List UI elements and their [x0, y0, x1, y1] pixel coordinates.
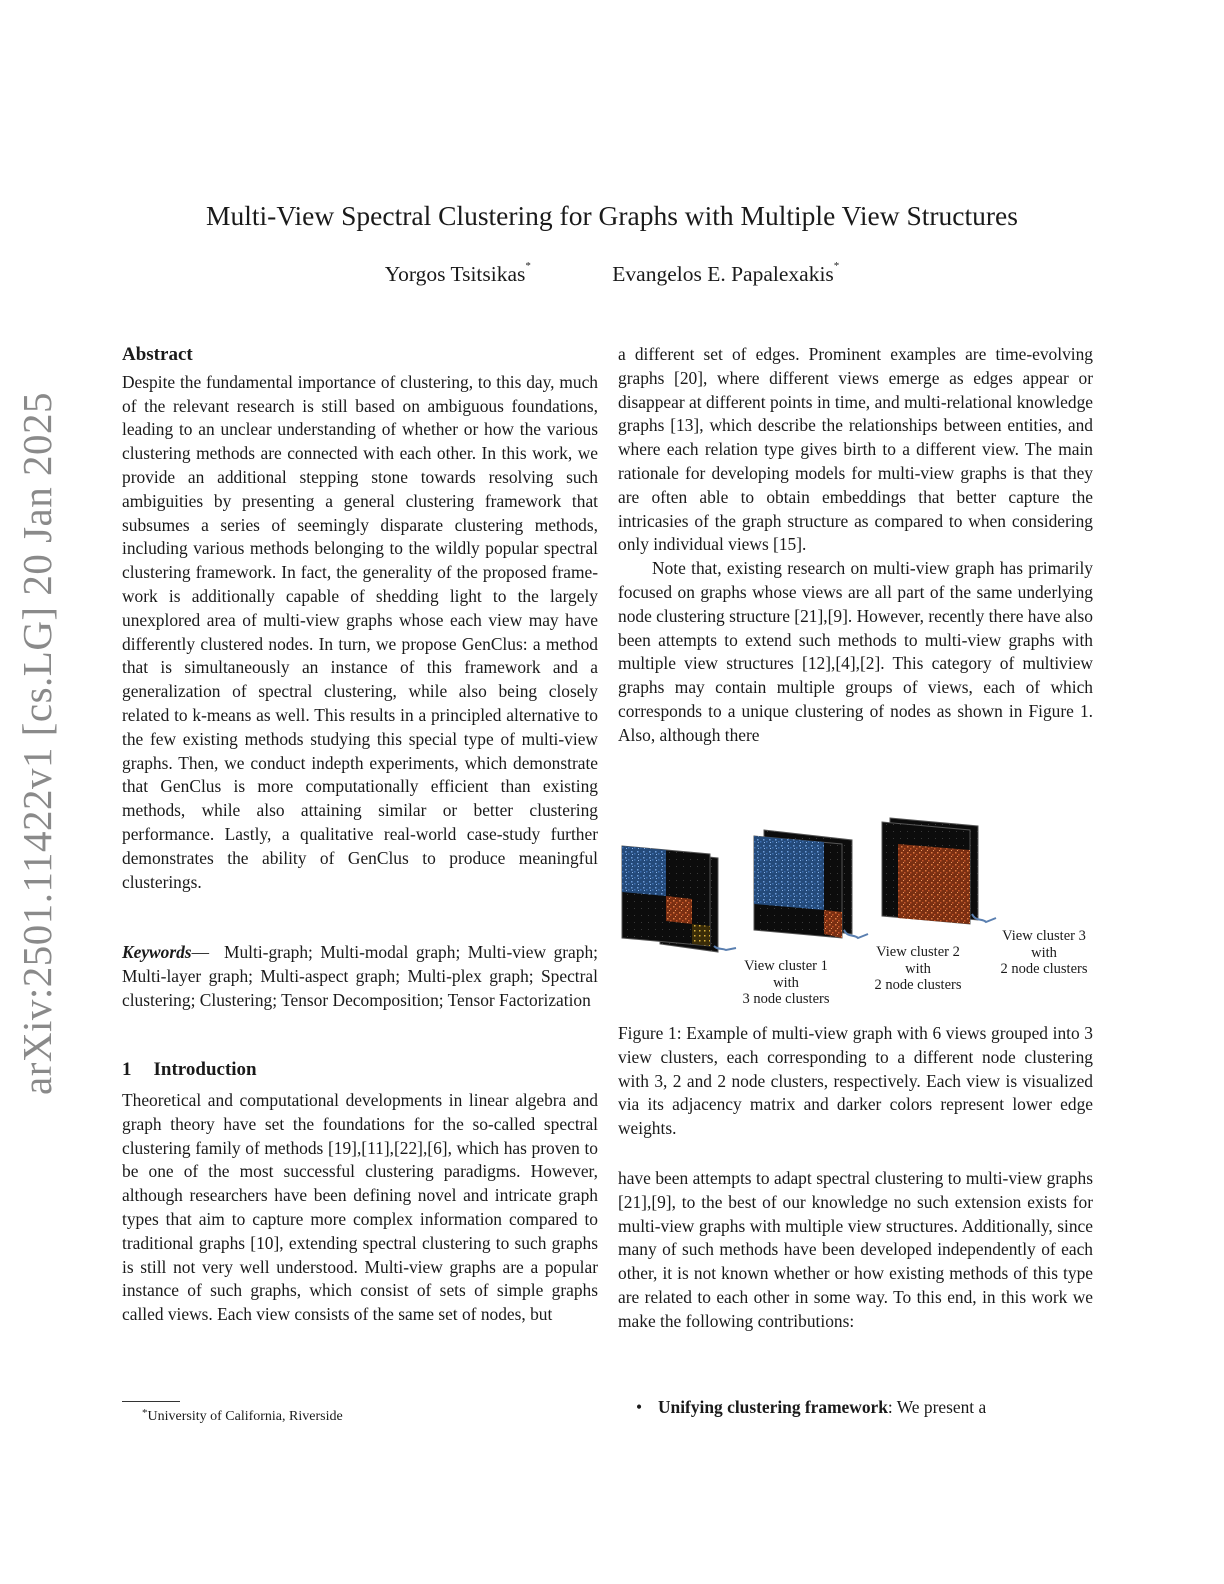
bullet-bold-text: Unifying clustering framework	[658, 1397, 888, 1417]
keywords-label: Keywords	[122, 942, 192, 962]
section-title: Introduction	[153, 1059, 257, 1080]
section-heading	[122, 1059, 598, 1081]
author-2-name: Evangelos E. Papalexakis	[612, 262, 834, 286]
label-line: View cluster 1	[744, 958, 828, 974]
keywords-block	[122, 941, 598, 1012]
abstract-text: Despite the fundamental importance of clustering, to this day, much of the relevant research is still based on ambiguous foundations, leading to an unclear understanding of whether or how the various clustering methods are connected with each other. In this work, we provide an additional stepping stone towards resolving such ambiguities by presenting a general clustering framework that subsumes a series of seemingly disparate clustering methods, including various methods belonging to the wildly popular spectral clustering framework. In fact, the generality of the proposed framework is additionally capable of shedding light to the largely unexplored area of multi-view graphs whose each view may have differently clustered nodes. In turn, we propose GenClus: a method that is simultaneously an instance of this framework and a generalization of spectral clustering, while also being closely related to k-means as well. This results in a principled alternative to the few existing methods studying this special type of multi-view graphs. Then, we conduct indepth experiments, which demonstrate that GenClus is more computationally efficient than existing methods, while also attaining similar or better clustering performance. Lastly, a qualitative real-world case-study further demonstrates the ability of GenClus to produce meaningful clusterings.	[122, 371, 598, 892]
intro-right-text-3: have been attempts to adapt spectral clustering to multi-view graphs [21],[9], to the best of our knowledge no such extension exists for multi-view graphs with multiple view structures. Additionally, since many of such methods have been developed independently of each other, it is not known whether or how existing methods of this type are related to each other in some way. To this end, in this work we make the following contributions:	[618, 1168, 1093, 1331]
keywords-dash: —	[191, 942, 209, 962]
label-line: 2 node clusters	[874, 977, 962, 993]
figure-1-caption: Figure 1: Example of multi-view graph with 6 views grouped into 3 view clusters, each corresponding to a different node clustering with 3, 2 and 2 node clusters, respectively. Each view is visualized via its adjacency matrix and darker colors represent lower edge weights.	[618, 1023, 1093, 1139]
bullet-dot: •	[636, 1397, 643, 1417]
view-cluster-3-label	[984, 928, 1104, 978]
label-line: View cluster 3	[1002, 928, 1086, 944]
view-cluster-2-label	[858, 944, 978, 994]
view-cluster-3-matrices	[882, 818, 996, 924]
view-cluster-1-matrices	[622, 846, 736, 952]
footnote	[142, 1409, 343, 1425]
arxiv-side-label: arXiv:2501.11422v1 [cs.LG] 20 Jan 2025	[14, 392, 60, 1095]
label-line: with	[1031, 944, 1057, 961]
author-2	[612, 262, 839, 286]
label-line: with	[773, 974, 799, 991]
abstract-block	[122, 343, 598, 894]
intro-left-text: Theoretical and computational developments in linear algebra and graph theory have set the foundations for the so-called spectral clustering family of methods [19],[11],[22],[6], which has proven to be one of the most successful clustering paradigms. However, although researchers have been defining novel and intricate graph types that aim to capture more complex information compared to traditional graphs [10], extending spectral clustering to such graphs is still not very well understood. Multi-view graphs are a popular instance of such graphs, which consist of sets of simple graphs called views. Each view consists of the same set of nodes, but	[122, 1090, 598, 1325]
footnote-mark: *	[142, 1407, 148, 1419]
footnote-text: University of California, Riverside	[147, 1409, 343, 1424]
label-line: with	[905, 960, 931, 977]
label-line: 3 node clusters	[742, 991, 830, 1007]
paper-title: Multi-View Spectral Clustering for Graphs with Multiple View Structures	[206, 200, 1018, 231]
label-line: 2 node clusters	[1000, 961, 1088, 977]
view-cluster-1-label	[726, 958, 846, 1008]
author-1	[385, 262, 531, 286]
intro-right-text-1	[618, 343, 1093, 748]
keywords-text: Multi-graph; Multi-modal graph; Multi-view graph; Multi-layer graph; Multi-aspect graph; Multi-plex graph; Spectral clustering; Clustering; Tensor Decomposition; Tensor Factorization	[122, 942, 598, 1010]
bullet-text: : We present a	[887, 1397, 987, 1417]
footnote-rule	[122, 1401, 180, 1402]
intro-right-paragraph-1: a different set of edges. Prominent examples are time-evolving graphs [20], where different views emerge as edges appear or disappear at different points in time, and multi-relational knowledge graphs [13], which describe the relationships between entities, and where each relation type gives birth to a different view. The main rationale for developing models for multi-view graphs is that they are often able to obtain embeddings that better capture the intricasies of the graph structure as compared to when considering only individual views [15].	[618, 344, 1093, 555]
view-cluster-2-matrices	[754, 830, 868, 938]
figure-1	[618, 814, 1098, 1019]
label-line: View cluster 2	[876, 944, 960, 960]
author-1-name: Yorgos Tsitsikas	[384, 262, 526, 286]
section-number: 1	[122, 1059, 132, 1080]
authors	[0, 262, 1224, 287]
affiliation-mark: *	[525, 260, 531, 272]
affiliation-mark: *	[833, 260, 840, 272]
abstract-heading: Abstract	[122, 344, 193, 365]
intro-right-paragraph-2: Note that, existing research on multi-view graph has primarily focused on graphs whose views are all part of the same underlying node clustering structure [21],[9]. However, recently there have also been attempts to extend such methods to multi-view graphs with multiple view structures [12],[4],[2]. This category of multiview graphs may contain multiple groups of views, each of which corresponds to a unique clustering of nodes as shown in Figure 1. Also, although there	[618, 558, 1093, 745]
